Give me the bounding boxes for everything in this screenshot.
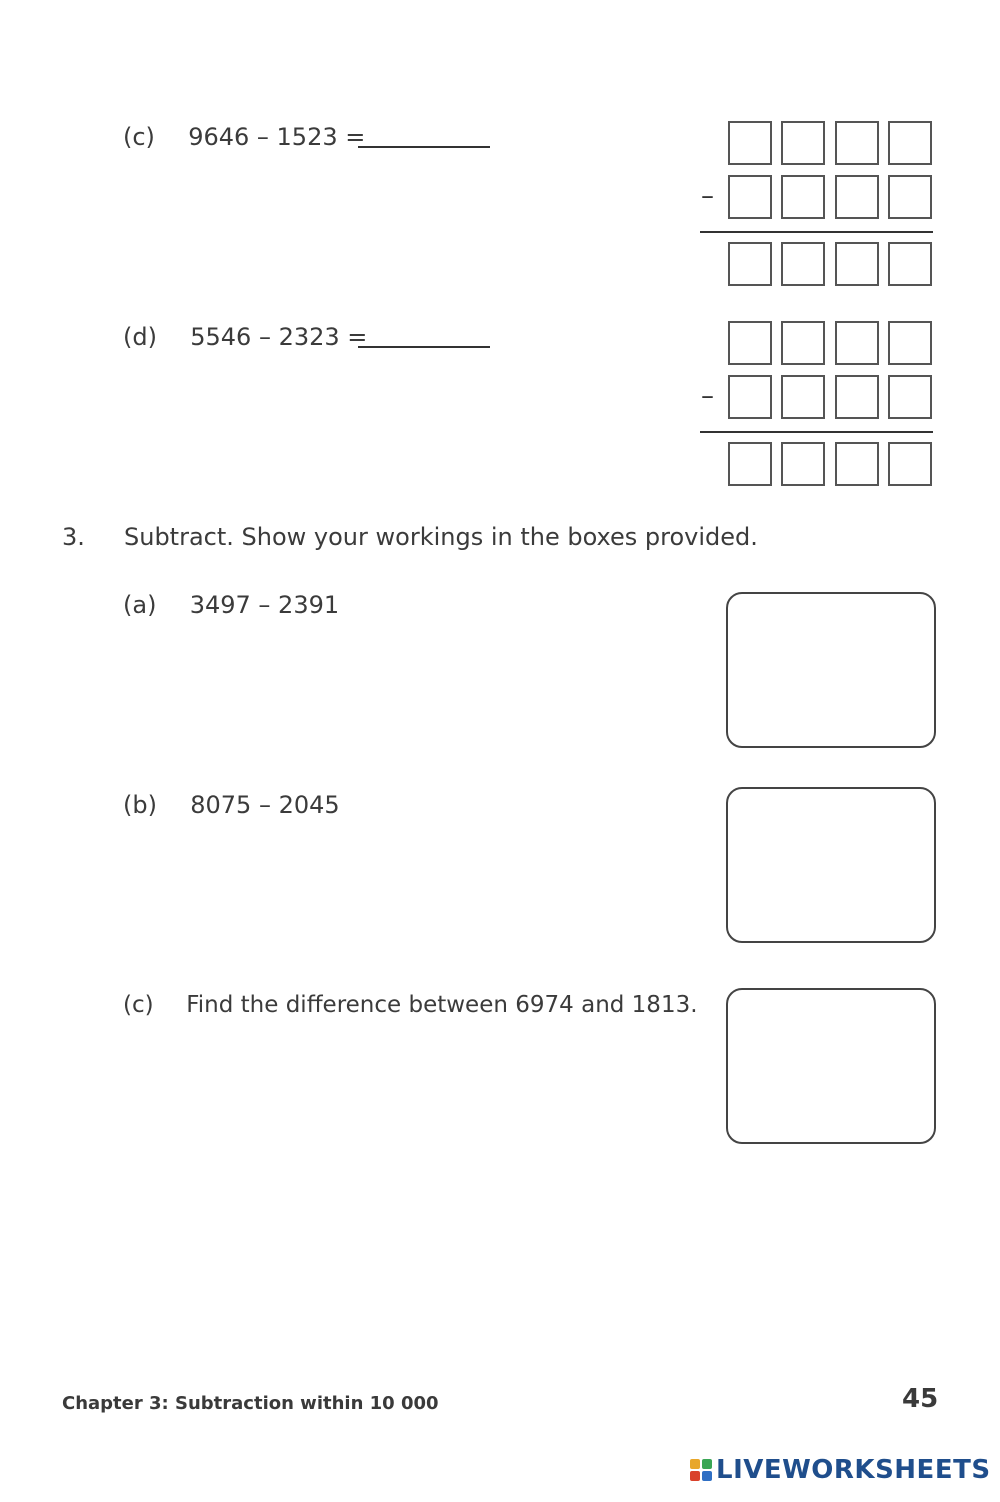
working-box-b[interactable] [726,787,936,943]
working-box-a[interactable] [726,592,936,748]
item-a [123,590,339,620]
item-c-label: (c) [123,992,154,1018]
digit-box[interactable] [781,375,825,419]
item-b [123,790,340,820]
answer-line-c[interactable] [358,146,490,148]
sum-rule [700,431,933,433]
item-c [123,990,698,1020]
item-c-text: Find the difference between 6974 and 1813. [186,992,698,1018]
page-number: 45 [902,1384,939,1414]
digit-box[interactable] [888,175,932,219]
digit-box[interactable] [728,242,772,286]
question-d-expression: 5546 – 2323 = [190,323,368,351]
sum-rule [700,231,933,233]
question-c-expression: 9646 – 1523 = [188,123,366,151]
question-d [123,322,367,352]
digit-box[interactable] [835,375,879,419]
liveworksheets-logo-text: LIVEWORKSHEETS [716,1455,991,1485]
digit-box[interactable] [888,442,932,486]
digit-box[interactable] [728,375,772,419]
section-number: 3. [62,523,85,551]
digit-box[interactable] [888,321,932,365]
digit-box[interactable] [728,121,772,165]
section-3-heading [62,522,85,552]
section-3-instruction: Subtract. Show your workings in the boxes provided. [124,523,758,551]
digit-box[interactable] [888,242,932,286]
minus-sign: – [701,181,714,211]
digit-box[interactable] [835,121,879,165]
digit-box[interactable] [728,442,772,486]
liveworksheets-logo-icon [690,1459,712,1481]
answer-line-d[interactable] [358,346,490,348]
digit-box[interactable] [781,242,825,286]
digit-box[interactable] [835,175,879,219]
working-box-c[interactable] [726,988,936,1144]
question-d-label: (d) [123,323,157,351]
digit-box[interactable] [781,121,825,165]
liveworksheets-logo [690,1455,991,1485]
item-b-text: 8075 – 2045 [190,791,340,819]
digit-box[interactable] [888,121,932,165]
digit-box[interactable] [728,321,772,365]
digit-box[interactable] [728,175,772,219]
digit-box[interactable] [888,375,932,419]
question-c-label: (c) [123,123,155,151]
digit-box[interactable] [781,321,825,365]
item-b-label: (b) [123,791,157,819]
digit-box[interactable] [781,442,825,486]
question-c [123,122,365,152]
digit-box[interactable] [835,321,879,365]
minus-sign: – [701,381,714,411]
digit-box[interactable] [835,442,879,486]
item-a-label: (a) [123,591,157,619]
item-a-text: 3497 – 2391 [189,591,340,619]
footer-chapter-title: Chapter 3: Subtraction within 10 000 [62,1393,439,1414]
digit-box[interactable] [781,175,825,219]
digit-box[interactable] [835,242,879,286]
